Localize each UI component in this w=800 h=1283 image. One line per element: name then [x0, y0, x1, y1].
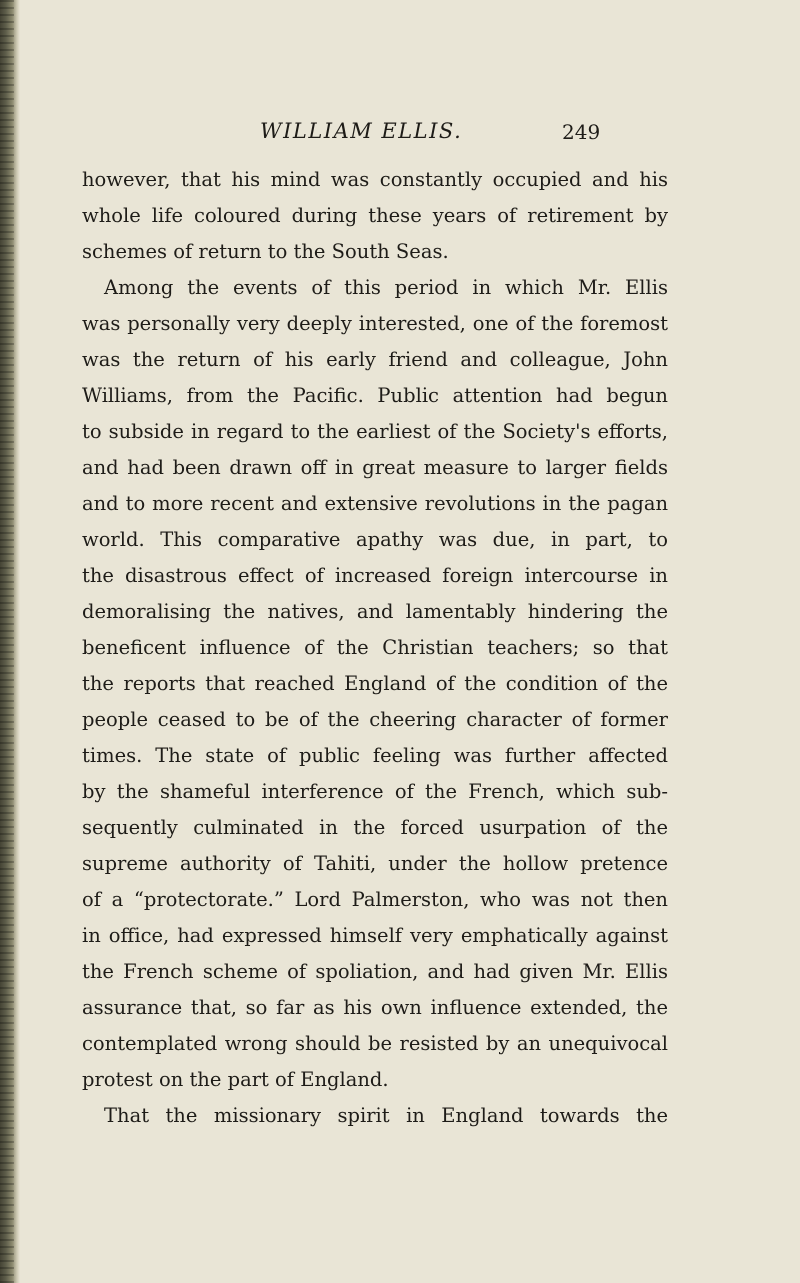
text-line: was personally very deeply interested, one of the foremost: [82, 312, 668, 335]
text-line: contemplated wrong should be resisted by an unequivocal: [82, 1032, 668, 1055]
text-line: protest on the part of England.: [82, 1068, 389, 1091]
text-line: however, that his mind was constantly occupied and his: [82, 168, 668, 191]
text-line: and to more recent and extensive revolutions in the pagan: [82, 492, 668, 515]
text-line: the disastrous effect of increased foreign intercourse in: [82, 564, 668, 587]
text-line: in office, had expressed himself very emphatically against: [82, 924, 668, 947]
text-line: to subside in regard to the earliest of the Society's efforts,: [82, 420, 668, 443]
text-line: supreme authority of Tahiti, under the hollow pretence: [82, 852, 668, 875]
text-line: beneficent influence of the Christian teachers; so that: [82, 636, 668, 659]
text-line: demoralising the natives, and lamentably hindering the: [82, 600, 668, 623]
text-line: times. The state of public feeling was further affected: [82, 744, 668, 767]
text-line: assurance that, so far as his own influence extended, the: [82, 996, 668, 1019]
text-line: Williams, from the Pacific. Public attention had begun: [82, 384, 668, 407]
text-line: world. This comparative apathy was due, in part, to: [82, 528, 668, 551]
text-line: whole life coloured during these years of retirement by: [82, 204, 668, 227]
text-line: and had been drawn off in great measure to larger fields: [82, 456, 668, 479]
page-number: 249: [562, 120, 601, 144]
text-line: sequently culminated in the forced usurpation of the: [82, 816, 668, 839]
text-line: by the shameful interference of the French, which sub-: [82, 780, 668, 803]
body-text: [82, 162, 668, 1134]
text-line: That the missionary spirit in England towards the: [104, 1104, 668, 1127]
text-line: Among the events of this period in which Mr. Ellis: [104, 276, 668, 299]
binding-gutter-texture: [0, 0, 14, 1283]
text-line: schemes of return to the South Seas.: [82, 240, 449, 263]
text-line: was the return of his early friend and colleague, John: [82, 348, 668, 371]
text-line: people ceased to be of the cheering character of former: [82, 708, 668, 731]
text-line: the French scheme of spoliation, and had given Mr. Ellis: [82, 960, 668, 983]
running-head: WILLIAM ELLIS.: [260, 119, 463, 143]
text-line: of a “protectorate.” Lord Palmerston, who was not then: [82, 888, 668, 911]
text-line: the reports that reached England of the condition of the: [82, 672, 668, 695]
page-header: [0, 115, 800, 147]
binding-gutter: [0, 0, 20, 1283]
